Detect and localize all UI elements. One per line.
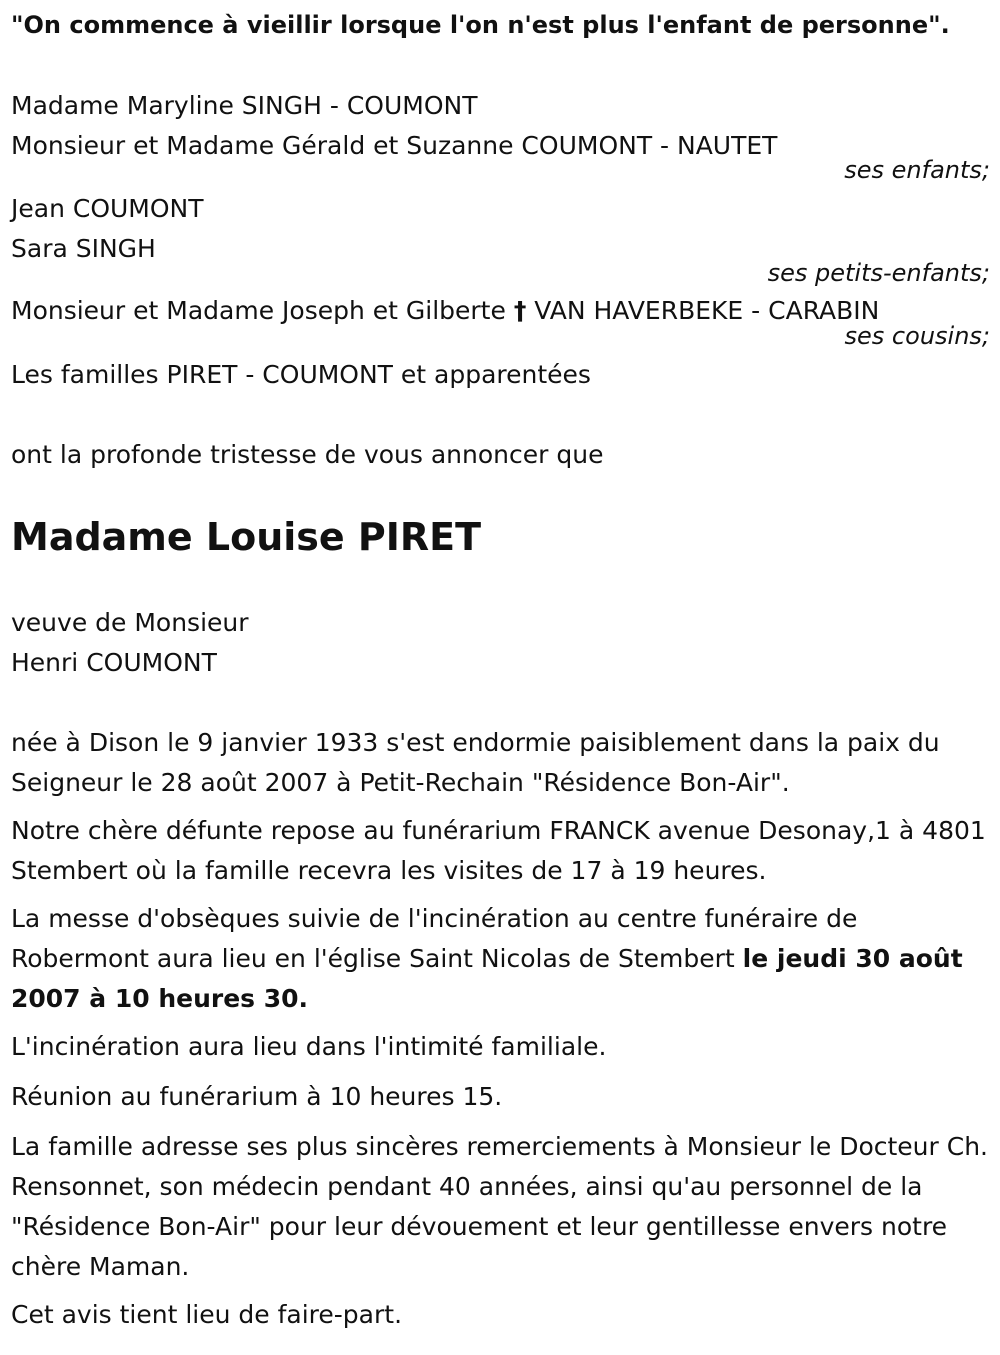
child-line-2: Monsieur et Madame Gérald et Suzanne COUMONT - NAUTET <box>11 131 778 160</box>
epigraph-quote: "On commence à vieillir lorsque l'on n'est plus l'enfant de personne". <box>11 11 950 39</box>
children-block <box>11 86 991 166</box>
cousins-role: ses cousins; <box>844 322 990 350</box>
mass-date: le jeudi 30 août 2007 à 10 heures 30. <box>11 944 963 1013</box>
widow-line-2: Henri COUMONT <box>11 648 217 677</box>
announcement-line: ont la profonde tristesse de vous annoncer que <box>11 440 604 469</box>
grandchild-line-1: Jean COUMONT <box>11 194 204 223</box>
rest-paragraph: Notre chère défunte repose au funérarium FRANCK avenue Desonay,1 à 4801 Stembert où la famille recevra les visites de 17 à 19 heures. <box>11 816 986 885</box>
cousins-prefix: Monsieur et Madame Joseph et Gilberte <box>11 296 514 325</box>
widow-block <box>11 603 991 683</box>
grandchildren-role: ses petits-enfants; <box>767 259 990 287</box>
cross-icon: † <box>513 296 527 325</box>
children-role: ses enfants; <box>844 156 990 184</box>
meeting-paragraph: Réunion au funérarium à 10 heures 15. <box>11 1082 503 1111</box>
mass-paragraph <box>11 899 989 1019</box>
birth-death-paragraph: née à Dison le 9 janvier 1933 s'est endormie paisiblement dans la paix du Seigneur le 28 août 2007 à Petit-Rechain "Résidence Bon-Air". <box>11 728 940 797</box>
incineration-paragraph: L'incinération aura lieu dans l'intimité familiale. <box>11 1032 607 1061</box>
child-line-1: Madame Maryline SINGH - COUMONT <box>11 91 478 120</box>
deceased-name: Madame Louise PIRET <box>11 515 482 559</box>
body-paragraphs <box>11 723 989 1335</box>
thanks-paragraph: La famille adresse ses plus sincères remerciements à Monsieur le Docteur Ch. Rensonnet, son médecin pendant 40 années, ainsi qu'au personnel de la "Résidence Bon-Air" pour leur dévouement et leur gentillesse envers notre chère Maman. <box>11 1132 989 1281</box>
families-line: Les familles PIRET - COUMONT et apparentées <box>11 360 591 389</box>
notice-paragraph: Cet avis tient lieu de faire-part. <box>11 1300 403 1329</box>
mass-text: La messe d'obsèques suivie de l'incinération au centre funéraire de Robermont aura lieu en l'église Saint Nicolas de Stembert <box>11 904 858 973</box>
cousins-suffix: VAN HAVERBEKE - CARABIN <box>526 296 880 325</box>
grandchildren-block <box>11 189 991 269</box>
grandchild-line-2: Sara SINGH <box>11 234 156 263</box>
widow-line-1: veuve de Monsieur <box>11 608 249 637</box>
